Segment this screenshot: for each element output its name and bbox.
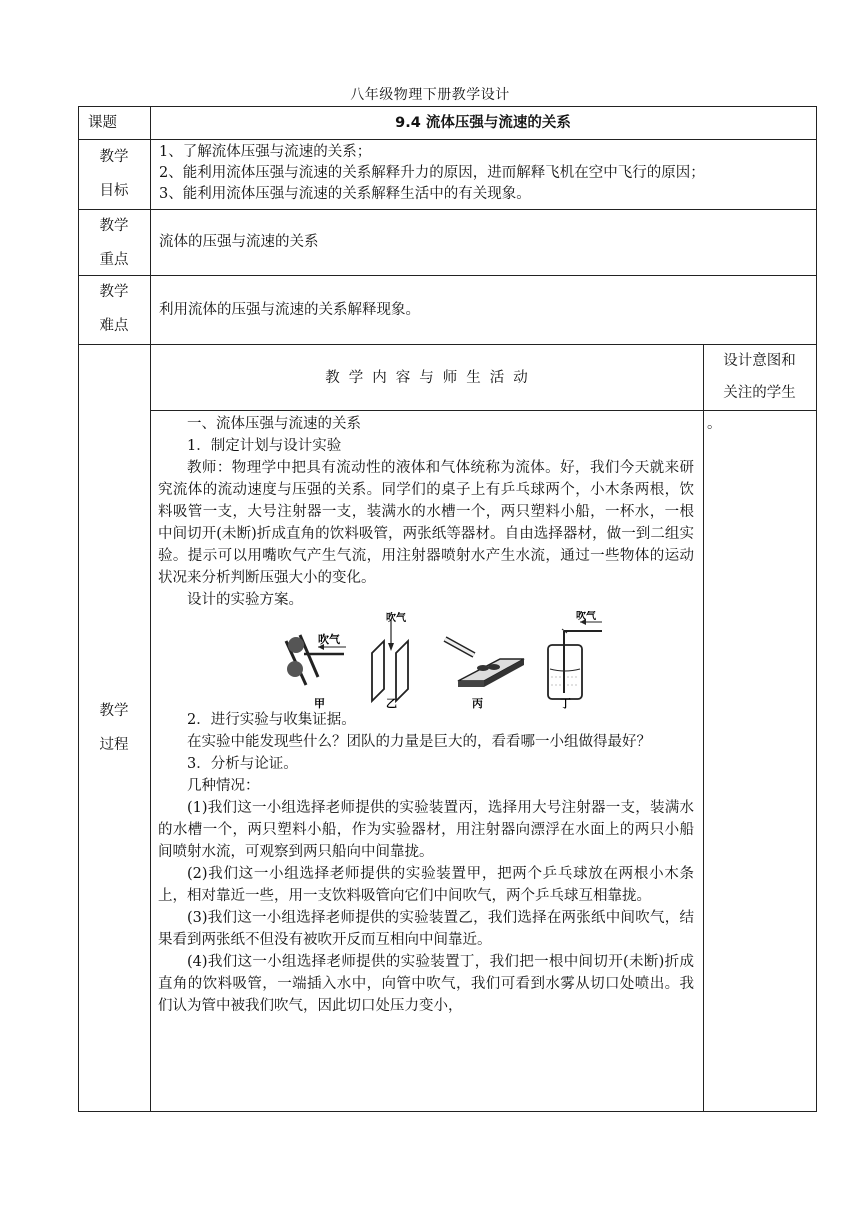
setup-bing-diagram <box>445 639 524 709</box>
setup-ding-diagram <box>548 611 602 709</box>
row-divider <box>150 410 817 411</box>
table-border-right <box>816 106 817 1112</box>
section-heading: 一、流体压强与流速的关系 <box>187 416 361 432</box>
process-content <box>158 413 694 1017</box>
experiment-diagram <box>158 611 694 709</box>
topic-label: 课题 <box>88 115 117 131</box>
paragraph: 设计的实验方案。 <box>187 592 303 608</box>
case-paragraph: (2)我们这一小组选择老师提供的实验装置甲，把两个乒乓球放在两根小木条上，相对靠近一些，用一支饮料吸管向它们中间吹气，两个乒乓球互相靠拢。 <box>158 866 694 904</box>
row-divider <box>78 275 817 276</box>
row-divider <box>78 139 817 140</box>
topic-value: 9.4 流体压强与流速的关系 <box>395 115 571 131</box>
setup-jia-diagram <box>286 632 346 709</box>
goal-item: 2、能利用流体压强与流速的关系解释升力的原因，进而解释飞机在空中飞行的原因； <box>159 165 705 181</box>
case-paragraph: (4)我们这一小组选择老师提供的实验装置丁，我们把一根中间切开(未断)折成直角的饮料吸管，一端插入水中，向管中吹气，我们可看到水雾从切口处喷出。我们认为管中被我们吹气，因此切口处压力变小， <box>158 954 694 1014</box>
process-label: 教学 过程 <box>99 703 129 753</box>
blow-label-a: 吹气 <box>318 633 340 646</box>
case-paragraph: (3)我们这一小组选择老师提供的实验装置乙，我们选择在两张纸中间吹气，结果看到两张纸不但没有被吹开反而互相向中间靠近。 <box>158 910 694 948</box>
key-point-label: 教学 重点 <box>99 218 129 268</box>
difficulty-value: 利用流体的压强与流速的关系解释现象。 <box>159 302 420 318</box>
goals-label: 教学 目标 <box>99 149 129 199</box>
content-column-header: 教学内容与师生活动 <box>325 370 537 386</box>
step-heading: 1．制定计划与设计实验 <box>187 438 342 454</box>
case-paragraph: (1)我们这一小组选择老师提供的实验装置丙，选择用大号注射器一支，装满水的水槽一个，两只塑料小船，作为实验器材，用注射器向漂浮在水面上的两只小船间喷射水流，可观察到两只船向中间靠拢。 <box>158 800 694 860</box>
design-column-header: 设计意图和 关注的学生 <box>723 353 796 401</box>
row-divider <box>78 209 817 210</box>
goals-list <box>159 142 814 205</box>
difficulty-label: 教学 难点 <box>99 284 129 334</box>
design-note: 。 <box>707 416 722 432</box>
label-bing: 丙 <box>472 697 483 709</box>
goal-item: 1、了解流体压强与流速的关系； <box>159 144 372 160</box>
label-ding: 丁 <box>560 697 571 709</box>
paragraph: 几种情况： <box>187 778 260 794</box>
document-title: 八年级物理下册教学设计 <box>350 87 510 103</box>
experiment-figure <box>158 611 694 709</box>
table-border-top <box>78 106 817 107</box>
goal-item: 3、能利用流体压强与流速的关系解释生活中的有关现象。 <box>159 186 531 202</box>
label-jia: 甲 <box>314 697 325 709</box>
key-point-value: 流体的压强与流速的关系 <box>159 234 319 250</box>
paragraph: 教师：物理学中把具有流动性的液体和气体统称为流体。好，我们今天就来研究流体的流动速度与压强的关系。同学们的桌子上有乒乓球两个，小木条两根，饮料吸管一支，大号注射器一支，装满水的水槽一个，两只塑料小船，一杯水，一根中间切开(未断)折成直角的饮料吸管，两张纸等器材。自由选择器材，做一到二组实验。提示可以用嘴吹气产生气流，用注射器喷射水产生水流，通过一些物体的运动状况来分析判断压强大小的变化。 <box>158 460 694 586</box>
paragraph: 在实验中能发现些什么？团队的力量是巨大的，看看哪一小组做得最好？ <box>187 734 651 750</box>
setup-yi-diagram <box>372 611 408 709</box>
label-column-divider <box>150 106 151 1112</box>
blow-label-d: 吹气 <box>576 611 596 622</box>
design-column-divider <box>703 344 704 1112</box>
table-border-bottom <box>78 1111 817 1112</box>
blow-label-b: 吹气 <box>386 613 406 624</box>
step-heading: 2．进行实验与收集证据。 <box>187 712 356 728</box>
label-yi: 乙 <box>386 697 397 709</box>
step-heading: 3．分析与论证。 <box>187 756 298 772</box>
